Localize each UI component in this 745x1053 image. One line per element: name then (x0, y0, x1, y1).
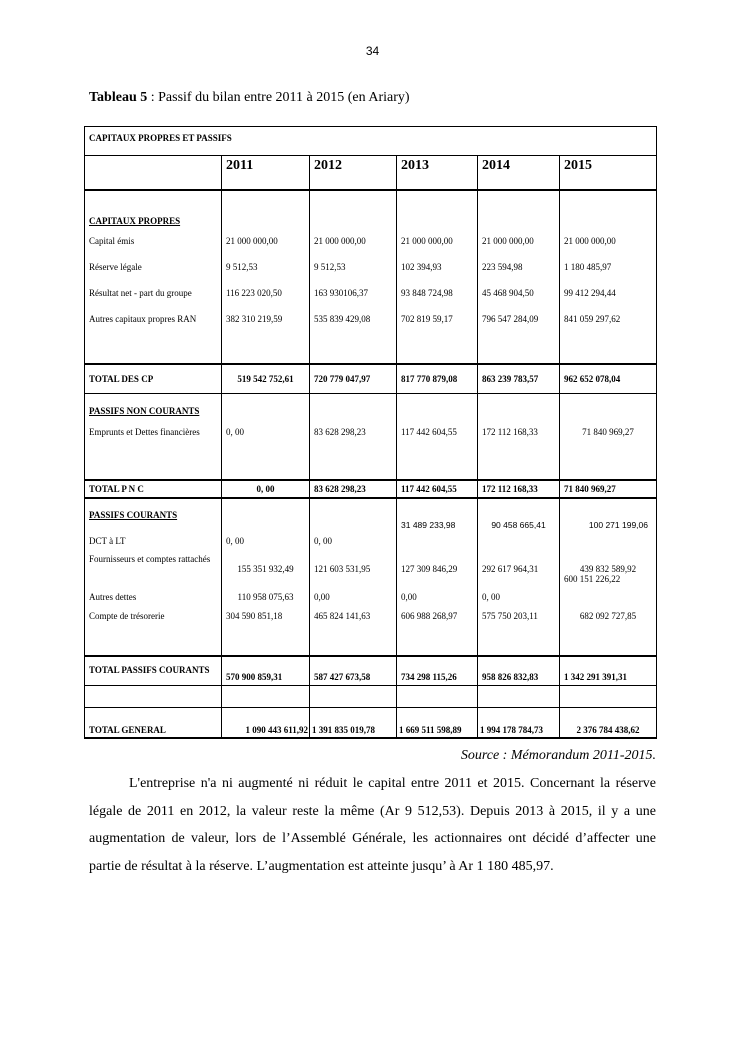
table-row (85, 546, 657, 574)
cell-value: 117 442 604,55 (397, 416, 478, 448)
cell-value: 100 271 199,06 (560, 520, 657, 546)
cell-value: 116 223 020,50 (222, 280, 310, 306)
cell-value: 1 669 511 598,89 (397, 708, 478, 738)
cell-value: 172 112 168,33 (478, 416, 560, 448)
row-label: DCT à LT (85, 520, 222, 546)
table-row-total (85, 480, 657, 498)
cell-value: 817 770 879,08 (397, 364, 478, 394)
cell-value: 292 617 964,31 (478, 546, 560, 574)
year-header: 2011 (222, 156, 310, 190)
cell-value: 575 750 203,11 (478, 602, 560, 630)
cell-value: 31 489 233,98 (397, 520, 478, 546)
year-header: 2012 (310, 156, 397, 190)
table-row (85, 306, 657, 332)
cell-value: 45 468 904,50 (478, 280, 560, 306)
cell-value: 570 900 859,31 (222, 656, 310, 686)
table-row (85, 602, 657, 630)
cell-value: 21 000 000,00 (560, 228, 657, 254)
row-label: TOTAL PASSIFS COURANTS (85, 656, 222, 686)
cell-value: 702 819 59,17 (397, 306, 478, 332)
table-row (85, 520, 657, 546)
year-header: 2014 (478, 156, 560, 190)
cell-value: 0, 00 (222, 520, 310, 546)
row-label: Résultat net - part du groupe (85, 280, 222, 306)
cell-value: 734 298 115,26 (397, 656, 478, 686)
cell-value: 127 309 846,29 (397, 546, 478, 574)
cell-value: 962 652 078,04 (560, 364, 657, 394)
cell-value: 1 180 485,97 (560, 254, 657, 280)
caption-label: Tableau 5 (89, 90, 148, 105)
row-label: Emprunts et Dettes financières (85, 416, 222, 448)
table-row (85, 574, 657, 602)
cell-value: 682 092 727,85 (560, 602, 657, 630)
cell-value: 93 848 724,98 (397, 280, 478, 306)
row-label: Réserve légale (85, 254, 222, 280)
cell-value: 21 000 000,00 (478, 228, 560, 254)
table-row-total (85, 364, 657, 394)
cell-value: 863 239 783,57 (478, 364, 560, 394)
cell-value: 519 542 752,61 (222, 364, 310, 394)
cell-value: 117 442 604,55 (397, 480, 478, 498)
cell-value: 0, 00 (310, 520, 397, 546)
cell-value: 587 427 673,58 (310, 656, 397, 686)
cell-value: 121 603 531,95 (310, 546, 397, 574)
cell-value: 465 824 141,63 (310, 602, 397, 630)
row-label: TOTAL P N C (85, 480, 222, 498)
table-source: Source : Mémorandum 2011-2015. (460, 748, 656, 763)
cell-value: 1 391 835 019,78 (310, 708, 397, 738)
row-label: Autres dettes (85, 574, 222, 602)
cell-value: 0, 00 (222, 480, 310, 498)
cell-value: 9 512,53 (222, 254, 310, 280)
body-paragraph (89, 770, 656, 880)
cell-value: 99 412 294,44 (560, 280, 657, 306)
cell-value: 172 112 168,33 (478, 480, 560, 498)
cell-value: 163 930106,37 (310, 280, 397, 306)
cell-value: 0,00 (310, 574, 397, 602)
row-label: Capital émis (85, 228, 222, 254)
cell-value: 2 376 784 438,62 (560, 708, 657, 738)
cell-value: 382 310 219,59 (222, 306, 310, 332)
caption-text: : Passif du bilan entre 2011 à 2015 (en Ariary) (147, 90, 410, 105)
row-label: TOTAL DES CP (85, 364, 222, 394)
cell-value: 21 000 000,00 (310, 228, 397, 254)
cell-value: 90 458 665,41 (478, 520, 560, 546)
cell-value: 606 988 268,97 (397, 602, 478, 630)
cell-value: 21 000 000,00 (397, 228, 478, 254)
cell-value: 1 090 443 611,92 (222, 708, 310, 738)
cell-value: 9 512,53 (310, 254, 397, 280)
cell-value: 0,00 (397, 574, 478, 602)
row-label: TOTAL GENERAL (85, 708, 222, 738)
cell-value: 0, 00 (478, 574, 560, 602)
table-caption (89, 90, 410, 106)
cell-value: 83 628 298,23 (310, 480, 397, 498)
table-row-total (85, 708, 657, 738)
table-row (85, 280, 657, 306)
cell-value: 71 840 969,27 (560, 416, 657, 448)
cell-value: 71 840 969,27 (560, 480, 657, 498)
cell-value: 102 394,93 (397, 254, 478, 280)
cell-value: 535 839 429,08 (310, 306, 397, 332)
cell-value: 21 000 000,00 (222, 228, 310, 254)
cell-value: 720 779 047,97 (310, 364, 397, 394)
year-header: 2013 (397, 156, 478, 190)
section-passifs-courants: PASSIFS COURANTS (85, 498, 222, 520)
row-label: Fournisseurs et comptes rattachés (85, 546, 222, 574)
cell-value: 155 351 932,49 (222, 546, 310, 574)
row-label: Compte de trésorerie (85, 602, 222, 630)
table-header-label: CAPITAUX PROPRES ET PASSIFS (85, 127, 657, 156)
cell-value: 600 151 226,22 (560, 574, 657, 602)
table-row-total (85, 656, 657, 686)
table-row (85, 254, 657, 280)
table-row (85, 228, 657, 254)
blank-cell (85, 156, 222, 190)
year-header: 2015 (560, 156, 657, 190)
cell-value: 83 628 298,23 (310, 416, 397, 448)
paragraph-text: L'entreprise n'a ni augmenté ni réduit le capital entre 2011 et 2015. Concernant la réserve légale de 2011 en 2012, la valeur reste la même (Ar 9 512,53). Depuis 2013 à 2015, il y a une augmentation de valeur, lors de l’Assemblé Générale, les actionnaires ont décidé d’affecter une partie de résultat à la réserve. L’augmentation est atteinte jusqu’ à Ar 1 180 485,97. (89, 776, 656, 874)
cell-value: 1 994 178 784,73 (478, 708, 560, 738)
table-row (85, 416, 657, 448)
cell-value: 841 059 297,62 (560, 306, 657, 332)
cell-value: 958 826 832,83 (478, 656, 560, 686)
cell-value: 796 547 284,09 (478, 306, 560, 332)
cell-value: 0, 00 (222, 416, 310, 448)
cell-value: 223 594,98 (478, 254, 560, 280)
section-capitaux-propres: CAPITAUX PROPRES (85, 190, 222, 228)
cell-value: 304 590 851,18 (222, 602, 310, 630)
section-passifs-non-courants: PASSIFS NON COURANTS (85, 394, 222, 416)
page-number: 34 (365, 44, 380, 58)
cell-value: 439 832 589,92 (560, 546, 657, 574)
cell-value: 110 958 075,63 (222, 574, 310, 602)
cell-value: 1 342 291 391,31 (560, 656, 657, 686)
row-label: Autres capitaux propres RAN (85, 306, 222, 332)
balance-sheet-table (84, 126, 657, 739)
